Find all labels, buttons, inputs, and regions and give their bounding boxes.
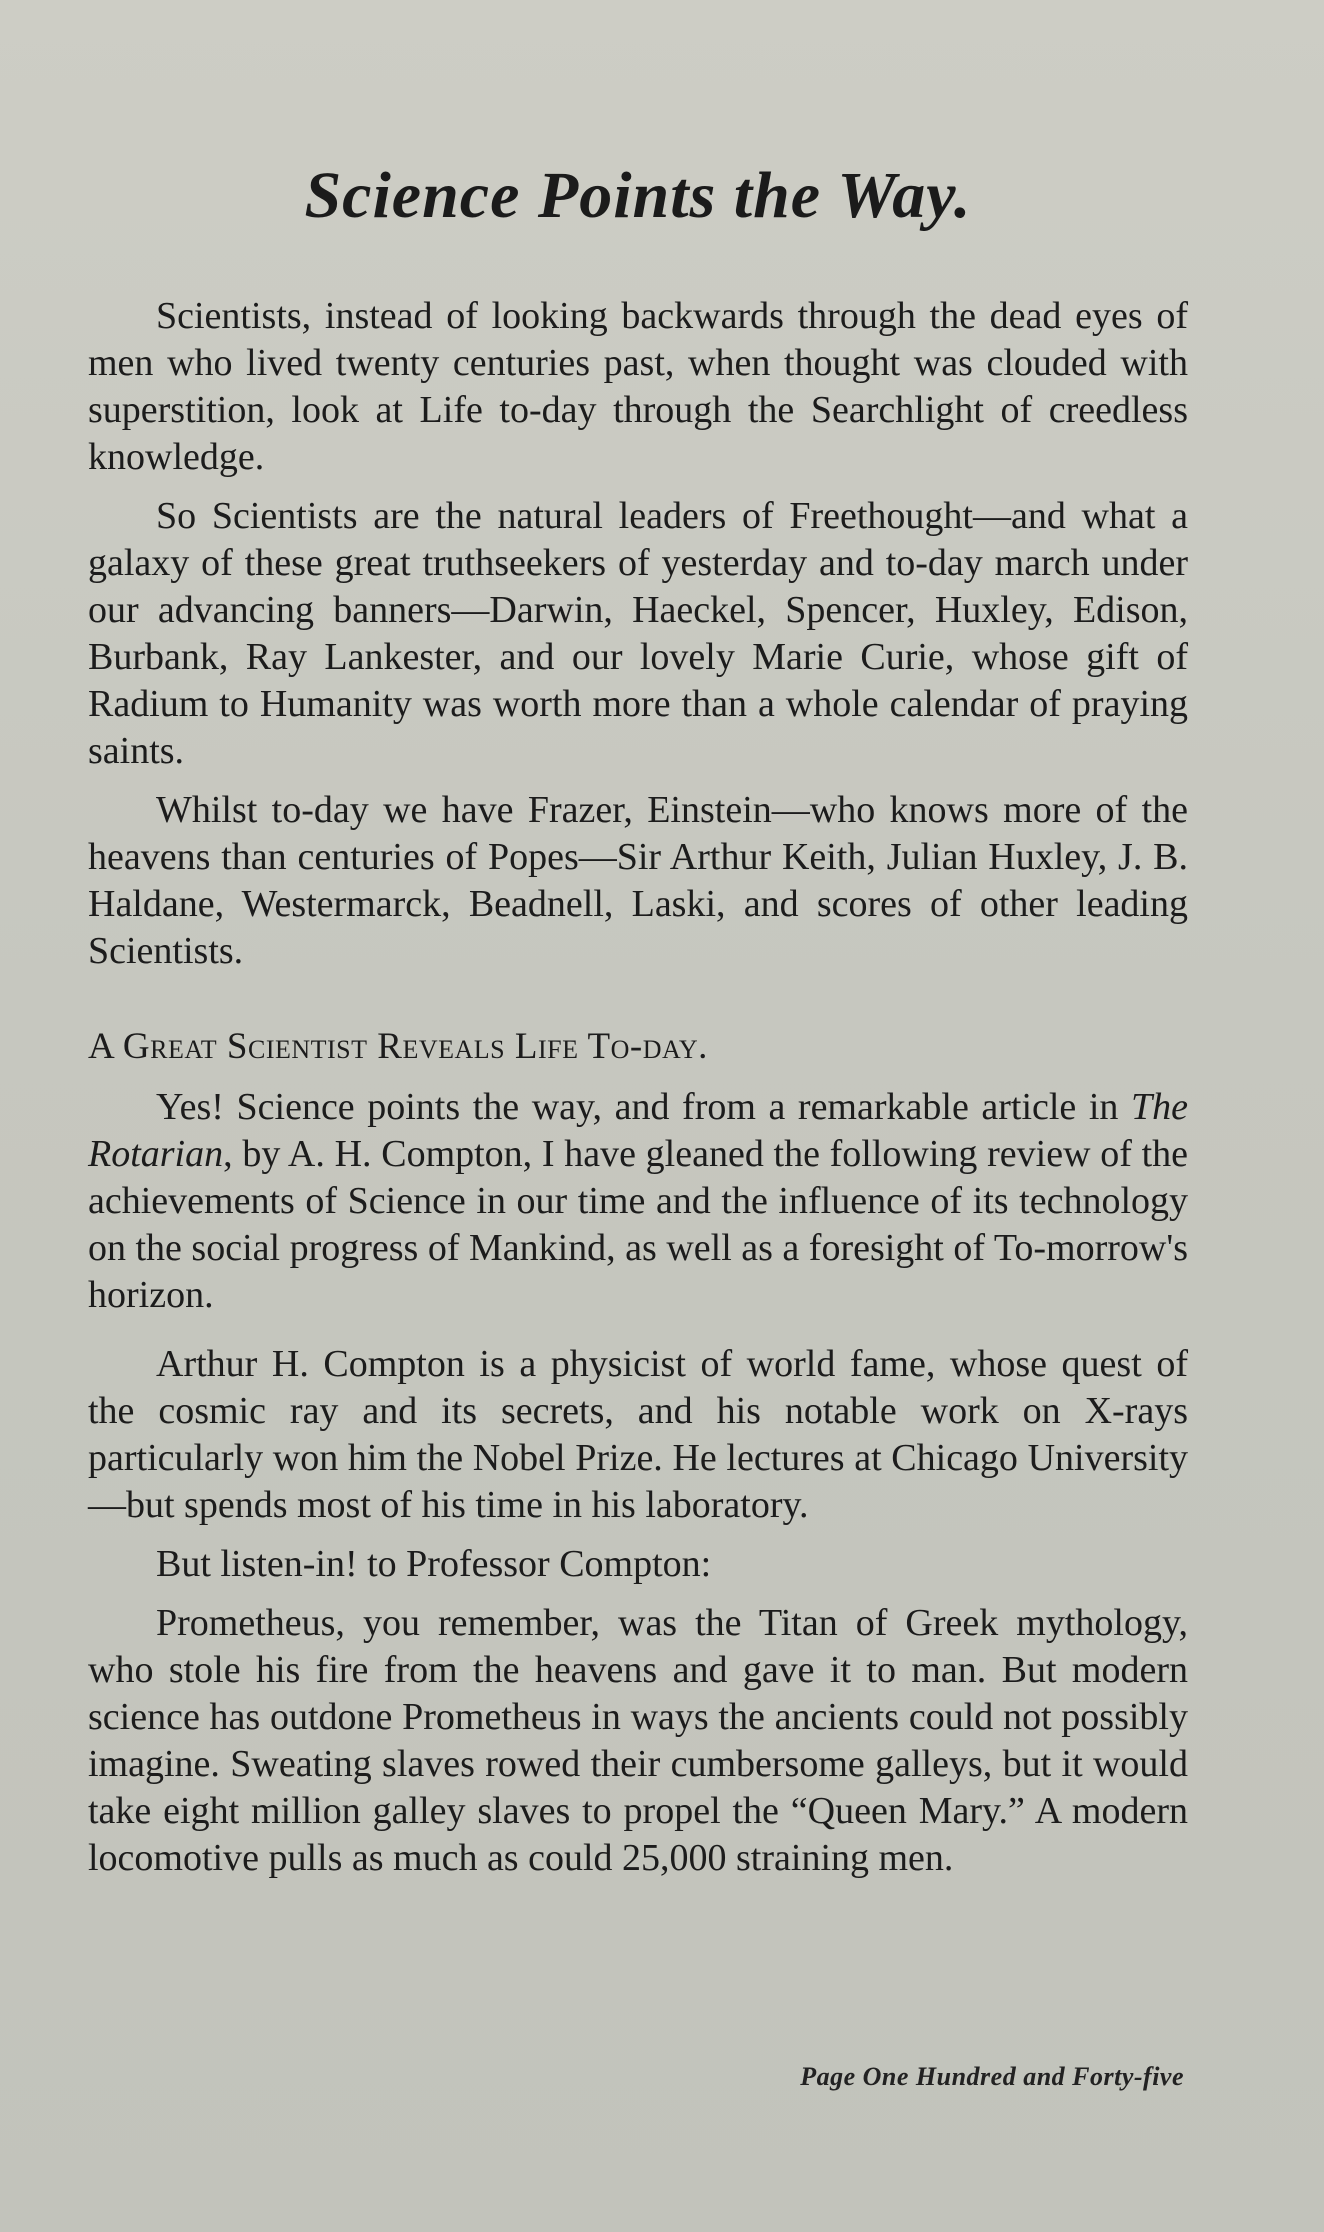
paragraph-scientists-intro: Scientists, instead of looking backwards through the dead eyes of men who lived twenty centuries past, when thought was clouded with superstition, look at Life to-day through the Searchlight of creedless knowledge. bbox=[88, 294, 1188, 478]
rotarian-text-before: Yes! Science points the way, and from a remarkable article in bbox=[156, 1085, 1131, 1128]
paragraph-freethought-leaders: So Scientists are the natural leaders of Freethought—and what a galaxy of these great truthseekers of yesterday and to-day march under our advancing banners—Darwin, Haeckel, Spencer, Huxley, Edison, Burbank, Ray Lankester, and our lovely Marie Curie, whose gift of Radium to Humanity was worth more than a whole calendar of praying saints. bbox=[88, 494, 1188, 772]
rotarian-publication-title: The Rotarian bbox=[88, 1085, 1188, 1175]
paragraph-compton-bio: Arthur H. Compton is a physicist of world fame, whose quest of the cosmic ray and its secrets, and his notable work on X-rays particularly won him the Nobel Prize. He lectures at Chicago University—but spends most of his time in his laboratory. bbox=[88, 1342, 1188, 1526]
paragraph-rotarian-article bbox=[88, 1084, 1188, 1319]
page-title: Science Points the Way. bbox=[304, 159, 972, 232]
page-number-footer: Page One Hundred and Forty-five bbox=[800, 2062, 1184, 2091]
paragraph-prometheus: Prometheus, you remember, was the Titan of Greek mythology, who stole his fire from the heavens and gave it to man. But modern science has outdone Prometheus in ways the ancients could not possibly imagine. Sweating slaves rowed their cumbersome galleys, but it would take eight million galley slaves to propel the “Queen Mary.” A modern locomotive pulls as much as could 25,000 straining men. bbox=[88, 1601, 1188, 1879]
rotarian-text-after: , by A. H. Compton, I have gleaned the following review of the achievements of Science in our time and the influence of its technology on the social progress of Mankind, as well as a foresight of To-morrow's horizon. bbox=[88, 1132, 1188, 1316]
page-content bbox=[88, 160, 1188, 1894]
paragraph-modern-scientists: Whilst to-day we have Frazer, Einstein—who knows more of the heavens than centuries of Popes—Sir Arthur Keith, Julian Huxley, J. B. Haldane, Westermarck, Beadnell, Laski, and scores of other leading Scientists. bbox=[88, 788, 1188, 972]
paragraph-listen-in: But listen-in! to Professor Compton: bbox=[156, 1542, 712, 1585]
section-heading: A Great Scientist Reveals Life To-day. bbox=[88, 1025, 708, 1067]
